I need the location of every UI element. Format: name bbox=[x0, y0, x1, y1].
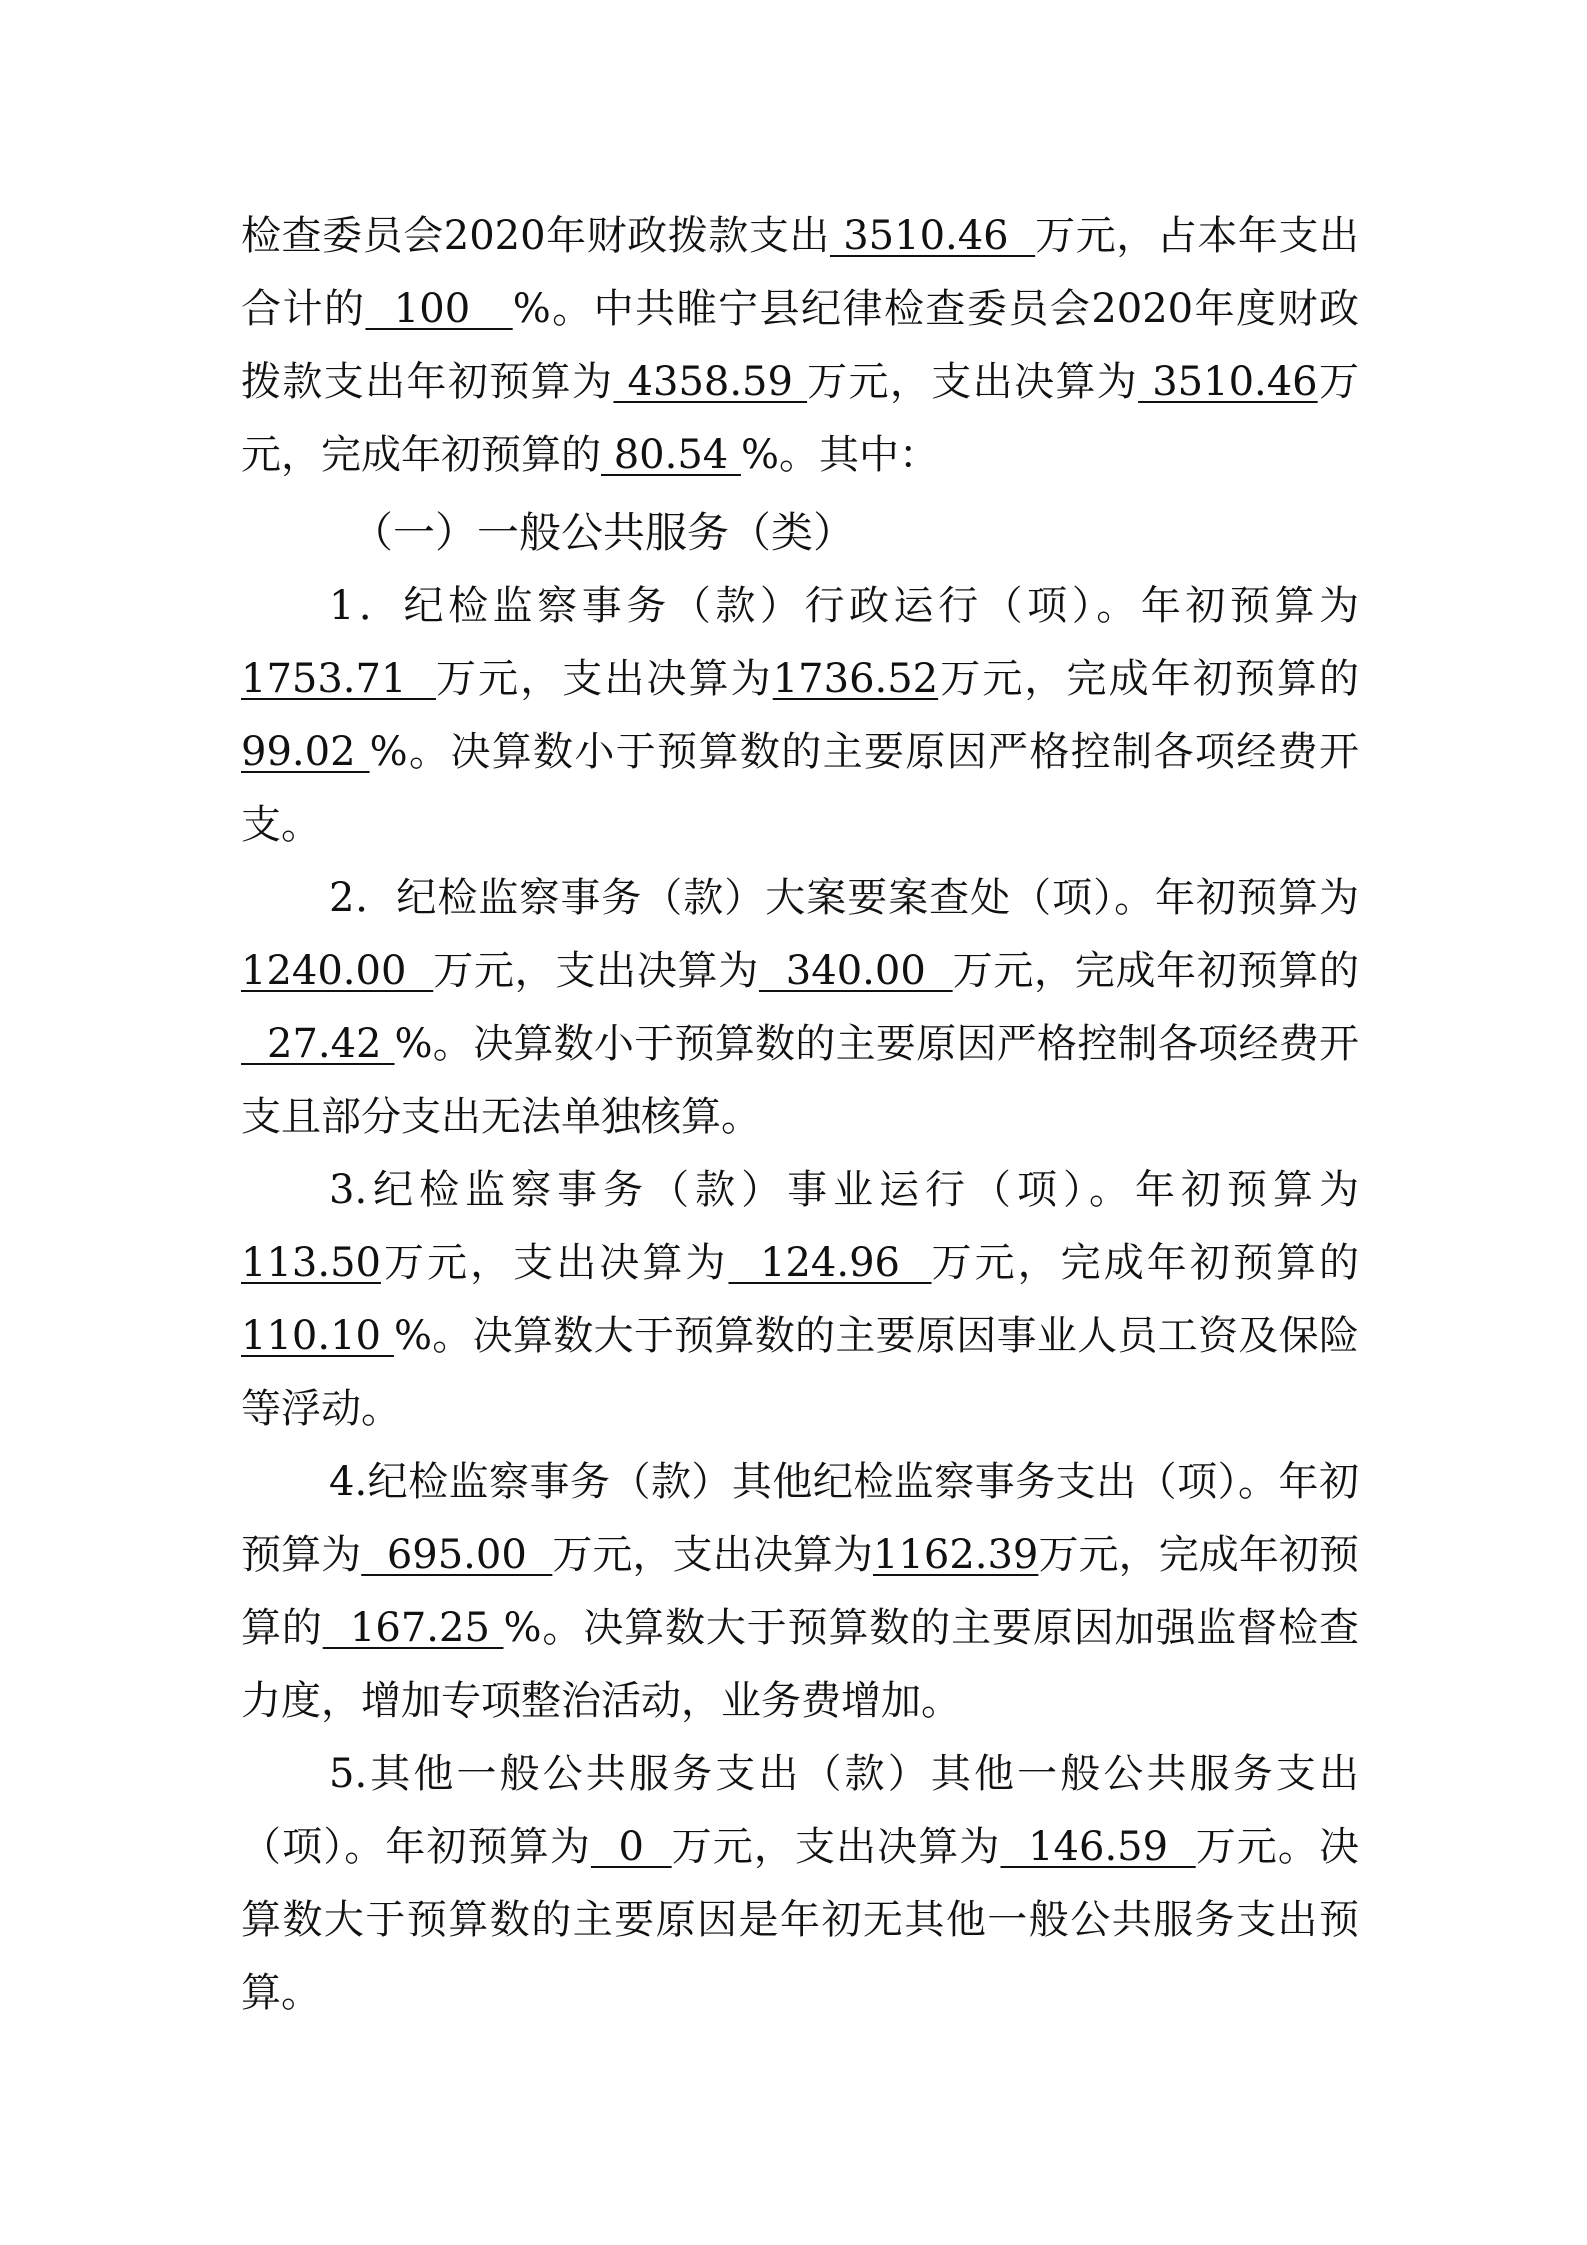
item-2-paragraph bbox=[241, 862, 1359, 1154]
intro-text-5: 万元，完成年初预算的 bbox=[241, 359, 1360, 478]
intro-value-completion: 80.54 bbox=[601, 432, 741, 478]
item-4-final: 1162.39 bbox=[872, 1532, 1039, 1578]
intro-block bbox=[241, 200, 1359, 492]
item-2-completion: 27.42 bbox=[241, 1021, 395, 1067]
item-3-final: 124.96 bbox=[728, 1240, 932, 1286]
item-2-text-3: 万元，完成年初预算的 bbox=[952, 948, 1360, 994]
item-2-text-1: 2．纪检监察事务（款）大案要案查处（项）。年初预算为 bbox=[329, 875, 1359, 921]
intro-text-3: %。中共睢宁县纪律检查委员会2020年度财政拨款支出年初预算为 bbox=[241, 286, 1359, 405]
item-1-final: 1736.52 bbox=[772, 656, 939, 702]
item-1-text-3: 万元，完成年初预算的 bbox=[938, 656, 1360, 702]
intro-value-budget: 4358.59 bbox=[613, 359, 808, 405]
item-1-paragraph bbox=[241, 570, 1359, 862]
item-1-completion: 99.02 bbox=[241, 729, 370, 775]
items-block bbox=[241, 570, 1359, 2030]
intro-text-4: 万元，支出决算为 bbox=[807, 359, 1139, 405]
item-1-text-2: 万元，支出决算为 bbox=[436, 656, 773, 702]
item-4-text-2: 万元，支出决算为 bbox=[552, 1532, 873, 1578]
item-2-text-2: 万元，支出决算为 bbox=[433, 948, 759, 994]
item-3-text-4: %。决算数大于预算数的主要原因事业人员工资及保险等浮动。 bbox=[241, 1313, 1359, 1432]
item-4-budget: 695.00 bbox=[361, 1532, 553, 1578]
item-5-text-3: 万元。决算数大于预算数的主要原因是年初无其他一般公共服务支出预算。 bbox=[241, 1824, 1360, 2016]
item-1-text-4: %。决算数小于预算数的主要原因严格控制各项经费开支。 bbox=[241, 729, 1359, 848]
item-2-text-4: %。决算数小于预算数的主要原因严格控制各项经费开支且部分支出无法单独核算。 bbox=[241, 1021, 1360, 1140]
item-5-text-2: 万元，支出决算为 bbox=[671, 1824, 1001, 1870]
intro-value-expenditure: 3510.46 bbox=[829, 213, 1036, 259]
item-2-final: 340.00 bbox=[758, 948, 953, 994]
item-3-text-3: 万元，完成年初预算的 bbox=[931, 1240, 1360, 1286]
item-4-text-3: 万元，完成年初预算的 bbox=[241, 1532, 1359, 1651]
intro-value-final: 3510.46 bbox=[1138, 359, 1318, 405]
item-3-text-1: 3.纪检监察事务（款）事业运行（项）。年初预算为 bbox=[329, 1167, 1359, 1213]
item-5-final: 146.59 bbox=[1000, 1824, 1196, 1870]
item-3-paragraph bbox=[241, 1154, 1359, 1446]
item-3-text-2: 万元，支出决算为 bbox=[380, 1240, 729, 1286]
item-2-budget: 1240.00 bbox=[241, 948, 434, 994]
item-3-completion: 110.10 bbox=[241, 1313, 394, 1359]
item-4-text-1: 4.纪检监察事务（款）其他纪检监察事务支出（项）。年初预算为 bbox=[241, 1459, 1359, 1578]
intro-value-percent: 100 bbox=[365, 286, 513, 332]
item-1-budget: 1753.71 bbox=[241, 656, 437, 702]
intro-text-6: %。其中： bbox=[740, 432, 939, 478]
item-4-completion: 167.25 bbox=[322, 1605, 504, 1651]
item-3-budget: 113.50 bbox=[241, 1240, 381, 1286]
item-5-budget: 0 bbox=[590, 1824, 672, 1870]
item-1-text-1: 1．纪检监察事务（款）行政运行（项）。年初预算为 bbox=[329, 583, 1359, 629]
item-4-paragraph bbox=[241, 1446, 1359, 1738]
item-4-text-4: %。决算数大于预算数的主要原因加强监督检查力度，增加专项整治活动，业务费增加。 bbox=[241, 1605, 1359, 1724]
intro-text-2: 万元，占本年支出合计的 bbox=[241, 213, 1360, 332]
intro-text-1: 检查委员会2020年财政拨款支出 bbox=[241, 213, 830, 259]
item-5-text-1: 5.其他一般公共服务支出（款）其他一般公共服务支出（项）。年初预算为 bbox=[241, 1751, 1359, 1870]
intro-paragraph bbox=[241, 200, 1359, 492]
section-heading: （一）一般公共服务（类） bbox=[351, 508, 856, 557]
item-5-paragraph bbox=[241, 1738, 1359, 2030]
